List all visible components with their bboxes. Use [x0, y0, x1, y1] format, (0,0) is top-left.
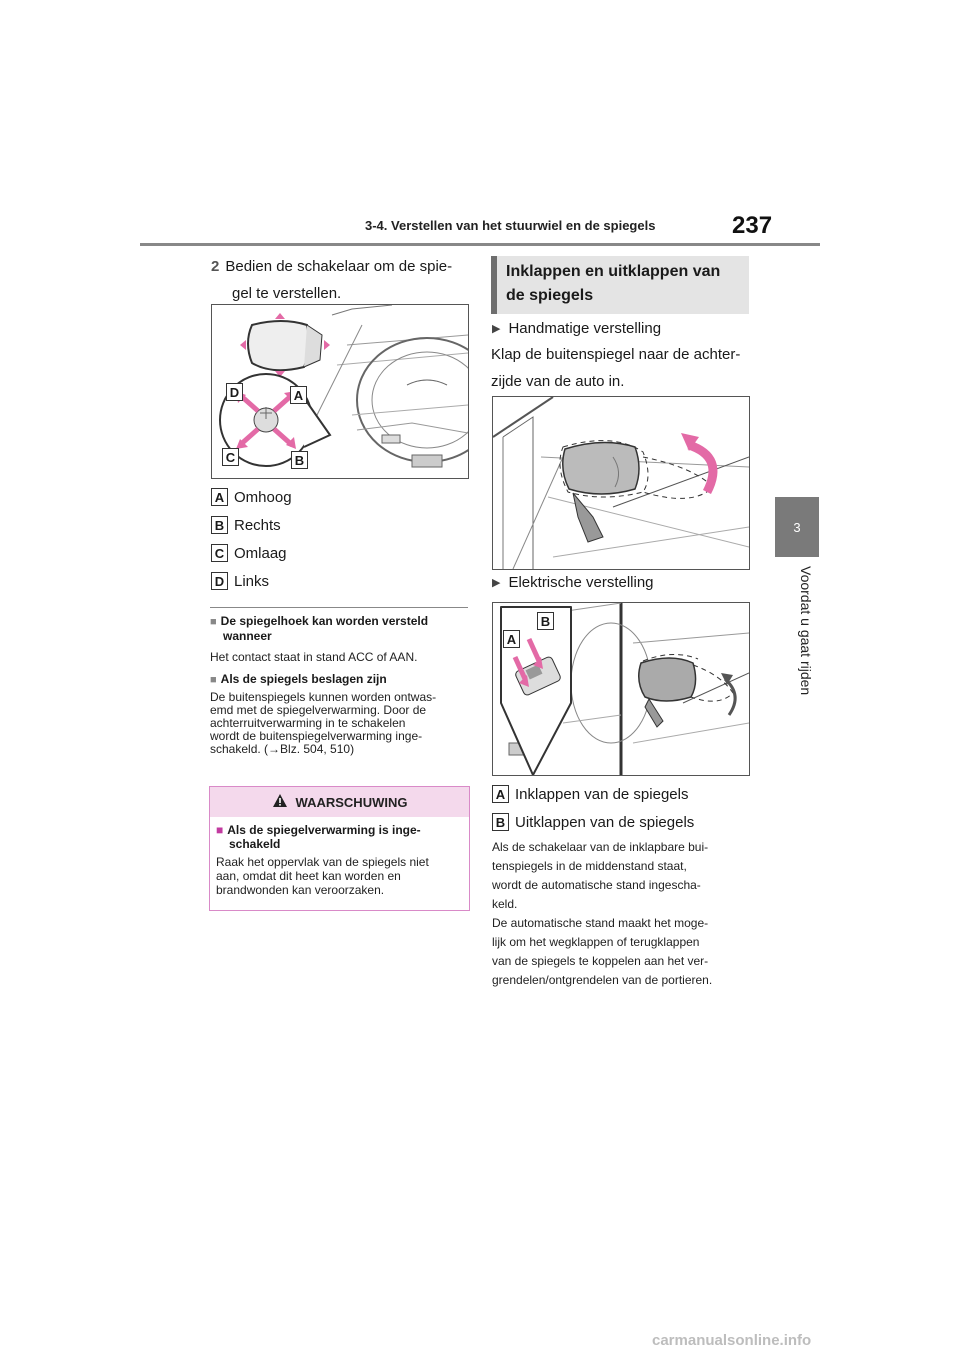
auto-mode-text	[492, 838, 762, 990]
body-line: De automatische stand maakt het moge-	[492, 916, 709, 930]
note2-heading: ■ Als de spiegels beslagen zijn	[210, 672, 387, 686]
manual-text-line1: Klap de buitenspiegel naar de achter-	[491, 346, 741, 363]
step-text-line2: gel te verstellen.	[232, 285, 342, 302]
figure1-label-d: D	[226, 383, 243, 401]
legend-text: Rechts	[234, 516, 281, 534]
body-line: Als de schakelaar van de inklapbare bui-	[492, 840, 709, 854]
step-2	[211, 253, 476, 307]
warning-title: WAARSCHUWING	[295, 794, 408, 810]
note2-heading-text: Als de spiegels beslagen zijn	[220, 672, 387, 686]
figure3-label-b: B	[537, 612, 554, 630]
legend-key: B	[211, 516, 228, 534]
electric-fold-illustration	[493, 603, 749, 775]
figure3-label-a: A	[503, 630, 520, 648]
note2-line: achterruitverwarming in te schakelen	[210, 716, 406, 730]
note2-line: schakeld. (→Blz. 504, 510)	[210, 742, 355, 756]
chapter-tab	[775, 497, 819, 557]
manual-fold-figure	[492, 396, 750, 570]
electric-heading	[492, 574, 654, 591]
legend-item	[211, 569, 292, 593]
chapter-number: 3	[793, 519, 801, 535]
legend-text: Inklappen van de spiegels	[515, 785, 689, 803]
body-line: tenspiegels in de middenstand staat,	[492, 859, 687, 873]
legend-key: D	[211, 572, 228, 590]
legend-item	[211, 513, 292, 537]
note2-line: De buitenspiegels kunnen worden ontwas-	[210, 690, 437, 704]
warning-text	[210, 851, 469, 897]
body-line: van de spiegels te koppelen aan het ver-	[492, 954, 709, 968]
warning-box	[209, 786, 470, 911]
chapter-title: Voordat u gaat rijden	[798, 566, 814, 696]
mirror-adjust-figure	[211, 304, 469, 479]
section-heading	[491, 256, 749, 314]
legend-item	[211, 541, 292, 565]
legend-text: Uitklappen van de spiegels	[515, 813, 695, 831]
manual-text-line2: zijde van de auto in.	[491, 373, 625, 390]
notes-divider	[210, 607, 468, 608]
warning-line: aan, omdat dit heet kan worden en	[216, 869, 401, 883]
triangle-right-icon: ▶	[492, 323, 501, 335]
warning-header	[210, 787, 469, 817]
warning-triangle-icon	[272, 793, 288, 811]
section-heading-line2: de spiegels	[506, 287, 594, 304]
note1-text: Het contact staat in stand ACC of AAN.	[210, 650, 418, 664]
triangle-right-icon: ▶	[492, 577, 501, 589]
header-divider	[140, 243, 820, 246]
electric-heading-text: Elektrische verstelling	[508, 574, 654, 591]
legend-key: A	[211, 488, 228, 506]
note2-line: emd met de spiegelverwarming. Door de	[210, 703, 427, 717]
warning-line: brandwonden kan veroorzaken.	[216, 883, 385, 897]
manual-heading-text: Handmatige verstelling	[508, 320, 662, 337]
figure1-label-a: A	[290, 386, 307, 404]
legend-item	[492, 782, 694, 806]
note1-heading-line2: wanneer	[223, 629, 272, 643]
figure1-label-b: B	[291, 451, 308, 469]
legend-item	[211, 485, 292, 509]
note1-heading-line1: De spiegelhoek kan worden versteld	[220, 614, 429, 628]
step-number: 2	[211, 258, 220, 275]
legend-text: Omhoog	[234, 488, 292, 506]
manual-heading	[492, 320, 661, 337]
legend-text: Omlaag	[234, 544, 287, 562]
body-line: wordt de automatische stand ingescha-	[492, 878, 701, 892]
page-number: 237	[732, 212, 773, 239]
legend-text: Links	[234, 572, 270, 590]
body-line: lijk om het wegklappen of terugklappen	[492, 935, 700, 949]
warning-line: Raak het oppervlak van de spiegels niet	[216, 855, 429, 869]
direction-legend	[211, 485, 292, 593]
note2-text	[210, 691, 470, 756]
note2-line: wordt de buitenspiegelverwarming inge-	[210, 729, 423, 743]
legend-key: A	[492, 785, 509, 803]
notes-block	[210, 614, 470, 756]
warning-sub-line1: Als de spiegelverwarming is inge-	[227, 823, 421, 837]
note1-heading: ■ De spiegelhoek kan worden versteld	[210, 614, 429, 628]
body-line: grendelen/ontgrendelen van de portieren.	[492, 973, 713, 987]
electric-fold-figure	[492, 602, 750, 776]
legend-key: B	[492, 813, 509, 831]
fold-legend	[492, 782, 694, 834]
step-text-line1: Bedien de schakelaar om de spie-	[225, 258, 453, 275]
watermark: carmanualsonline.info	[652, 1332, 812, 1349]
legend-item	[492, 810, 694, 834]
manual-fold-illustration	[493, 397, 749, 569]
legend-key: C	[211, 544, 228, 562]
mirror-adjust-illustration	[212, 305, 468, 478]
body-line: keld.	[492, 897, 518, 911]
section-heading-line1: Inklappen en uitklappen van	[506, 263, 721, 280]
warning-subheading: ■ Als de spiegelverwarming is inge-	[216, 823, 421, 837]
manual-text	[491, 341, 761, 395]
section-header-title: 3-4. Verstellen van het stuurwiel en de spiegels	[365, 218, 656, 233]
figure1-label-c: C	[222, 448, 239, 466]
warning-sub-line2: schakeld	[229, 837, 281, 851]
